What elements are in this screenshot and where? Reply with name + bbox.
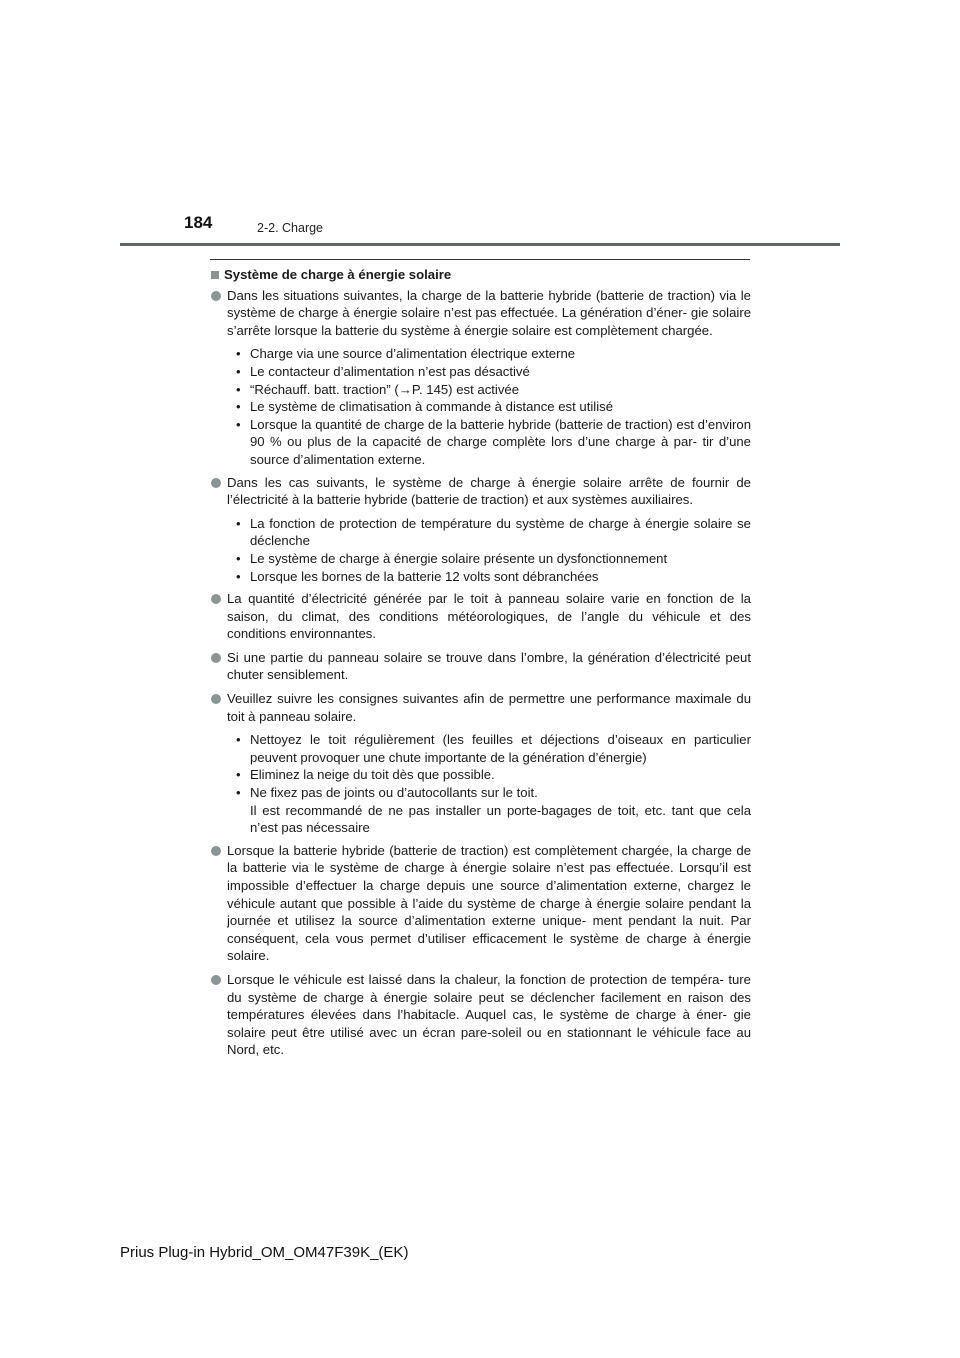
- section-title: 2-2. Charge: [257, 221, 324, 235]
- bullet-paragraph: [210, 287, 751, 340]
- list-item: • Nettoyez le toit régulièrement (les feuilles et déjections d’oiseaux en particulier peuvent provoquer une chute importante de la génération d’énergie): [236, 732, 751, 765]
- list-item-text: Lorsque la quantité de charge de la batterie hybride (batterie de traction) est d’environ 90 % ou plus de la capacité de charge complète lors d’une charge à par- tir d’une source d’alimentation externe.: [250, 416, 751, 467]
- list-item: • Le système de climatisation à commande à distance est utilisé: [227, 398, 751, 416]
- paragraph-text: Lorsque le véhicule est laissé dans la chaleur, la fonction de protection de tempéra- ture du système de charge à énergie solaire peut se déclencher facilement en raison des températures élevées dans l’habitacle. Auquel cas, le système de charge à éner- gie solaire peut être utilisé avec un écran pare-soleil ou en stationnant le véhicule face au Nord, etc.: [227, 971, 751, 1058]
- list-item-text: Eliminez la neige du toit dès que possible.: [250, 767, 495, 783]
- sub-list: [210, 731, 751, 837]
- list-item-text: Le système de climatisation à commande à distance est utilisé: [250, 399, 614, 415]
- paragraph-text: La quantité d’électricité générée par le toit à panneau solaire varie en fonction de la saison, du climat, des conditions météorologiques, de l’angle du véhicule et des conditions environnantes.: [227, 591, 751, 642]
- content-divider: [210, 259, 750, 260]
- bullet-paragraph: [210, 690, 751, 725]
- header-divider: [120, 243, 840, 246]
- list-item-text: Nettoyez le toit régulièrement (les feuilles et déjections d’oiseaux en particulier peuvent provoquer une chute importante de la génération d’énergie): [250, 732, 751, 765]
- paragraph-text: Dans les situations suivantes, la charge de la batterie hybride (batterie de traction) via le système de charge à énergie solaire n’est pas effectuée. La génération d’éner- gie solaire s’arrête lorsque la batterie du système à énergie solaire est complètement chargée.: [227, 287, 751, 338]
- circle-bullet-icon: [211, 291, 221, 301]
- section-heading: [210, 266, 751, 284]
- circle-bullet-icon: [211, 594, 221, 604]
- square-bullet-icon: [211, 271, 219, 279]
- paragraph-text: Veuillez suivre les consignes suivantes afin de permettre une performance maximale du toit à panneau solaire.: [227, 691, 751, 724]
- list-item: • La fonction de protection de température du système de charge à énergie solaire se déclenche: [236, 515, 751, 549]
- bullet-paragraph: [210, 971, 751, 1059]
- circle-bullet-icon: [211, 694, 221, 704]
- paragraph-text: Si une partie du panneau solaire se trouve dans l’ombre, la génération d’électricité peut chuter sensiblement.: [227, 649, 751, 683]
- list-item: • Charge via une source d’alimentation électrique externe: [227, 345, 751, 363]
- list-item-text: Lorsque les bornes de la batterie 12 volts sont débranchées: [250, 568, 599, 584]
- list-item-text: Le système de charge à énergie solaire présente un dysfonctionnement: [250, 550, 668, 566]
- list-item-text: La fonction de protection de température du système de charge à énergie solaire se déclenche: [250, 515, 751, 549]
- sub-list: [210, 345, 751, 468]
- list-item: • Lorsque la quantité de charge de la batterie hybride (batterie de traction) est d’environ 90 % ou plus de la capacité de charge complète lors d’une charge à par- tir d’une source d’alimentation externe.: [236, 416, 751, 467]
- circle-bullet-icon: [211, 478, 221, 488]
- list-item-text: “Réchauff. batt. traction” (→P. 145) est activée: [250, 381, 520, 397]
- section-heading-text: Système de charge à énergie solaire: [224, 267, 452, 282]
- list-item: • Ne fixez pas de joints ou d’autocollants sur le toit. Il est recommandé de ne pas installer un porte-bagages de toit, etc. tant que cela n’est pas nécessaire: [236, 785, 751, 836]
- paragraph-text: Lorsque la batterie hybride (batterie de traction) est complètement chargée, la charge de la batterie via le système de charge à énergie solaire n’est pas effectuée. Lorsqu’il est impossible d’effectuer la charge depuis une source d’alimentation externe, chargez le véhicule autant que possible à l’aide du système de charge à énergie solaire pendant la journée et utilisez la source d’alimentation externe unique- ment pendant la nuit. Par conséquent, cela vous permet d’utiliser efficacement le système de charge à énergie solaire.: [227, 842, 751, 964]
- bullet-paragraph: [210, 649, 751, 684]
- list-item-text: Ne fixez pas de joints ou d’autocollants sur le toit.: [250, 785, 538, 801]
- list-item: • Le contacteur d’alimentation n’est pas désactivé: [227, 363, 751, 381]
- list-item-text: Charge via une source d’alimentation électrique externe: [250, 346, 576, 362]
- paragraph-text: Dans les cas suivants, le système de charge à énergie solaire arrête de fournir de l’électricité à la batterie hybride (batterie de traction) et aux systèmes auxiliaires.: [227, 474, 751, 508]
- main-content: [210, 266, 751, 1065]
- bullet-paragraph: [210, 590, 751, 643]
- list-item: • Le système de charge à énergie solaire présente un dysfonctionnement: [227, 550, 751, 568]
- list-item: • “Réchauff. batt. traction” (→P. 145) est activée: [227, 381, 751, 399]
- footer-document-id: Prius Plug-in Hybrid_OM_OM47F39K_(EK): [120, 1244, 409, 1261]
- circle-bullet-icon: [211, 846, 221, 856]
- page-number: 184: [184, 213, 213, 232]
- bullet-paragraph: [210, 842, 751, 965]
- circle-bullet-icon: [211, 975, 221, 985]
- list-item-text: Le contacteur d’alimentation n’est pas désactivé: [250, 363, 530, 379]
- list-item-note: Il est recommandé de ne pas installer un porte-bagages de toit, etc. tant que cela n’est pas nécessaire: [250, 802, 751, 836]
- bullet-paragraph: [210, 474, 751, 509]
- sub-list: [210, 515, 751, 585]
- list-item: • Eliminez la neige du toit dès que possible.: [227, 766, 751, 784]
- list-item: • Lorsque les bornes de la batterie 12 volts sont débranchées: [227, 568, 751, 586]
- circle-bullet-icon: [211, 653, 221, 663]
